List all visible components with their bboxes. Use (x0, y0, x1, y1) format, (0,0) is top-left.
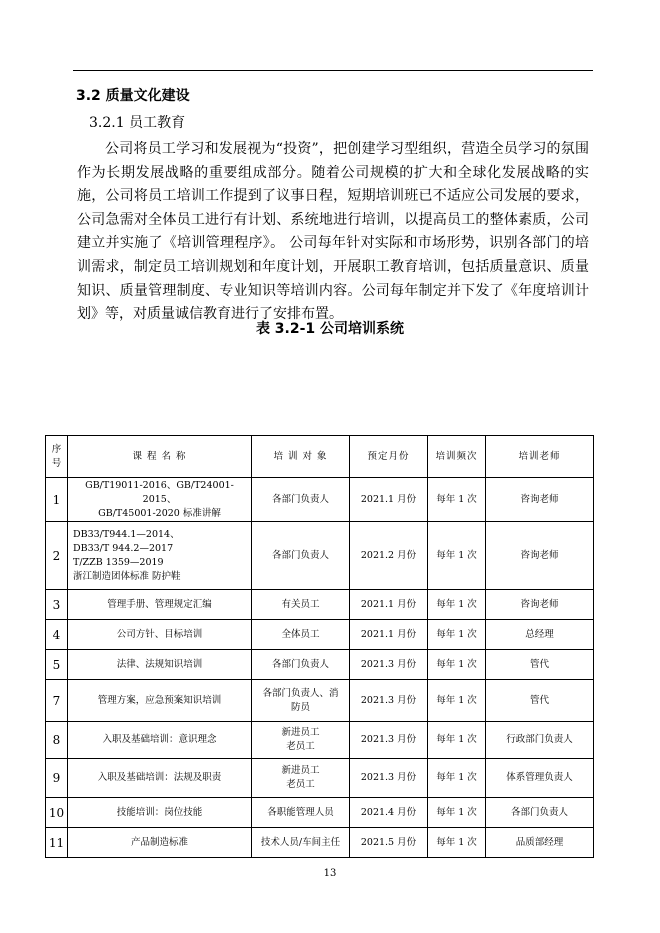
training-target-cell (252, 722, 350, 759)
course-name-cell (68, 798, 252, 828)
trainer: 各部门负责人 (486, 798, 594, 828)
training-target-line: 各职能管理人员 (267, 806, 334, 818)
row-number: 11 (46, 828, 68, 858)
course-name-cell (68, 759, 252, 798)
row-number: 10 (46, 798, 68, 828)
training-target-cell (252, 798, 350, 828)
training-frequency: 每年 1 次 (428, 759, 486, 798)
row-number: 2 (46, 522, 68, 590)
table-row (46, 650, 594, 680)
course-name-line: 浙江制造团体标准 防护鞋 (73, 570, 181, 582)
row-number: 1 (46, 478, 68, 522)
training-target-cell (252, 590, 350, 620)
trainer: 品质部经理 (486, 828, 594, 858)
header-no: 序号 (46, 436, 68, 478)
course-name-cell (68, 828, 252, 858)
table-row (46, 478, 594, 522)
training-frequency: 每年 1 次 (428, 680, 486, 722)
header-course: 课 程 名 称 (68, 436, 252, 478)
training-table (45, 435, 594, 858)
table-row (46, 759, 594, 798)
trainer: 管代 (486, 650, 594, 680)
trainer: 总经理 (486, 620, 594, 650)
training-target-cell (252, 522, 350, 590)
table-row (46, 828, 594, 858)
training-frequency: 每年 1 次 (428, 522, 486, 590)
header-frequency: 培训频次 (428, 436, 486, 478)
scheduled-month: 2021.1 月份 (350, 478, 428, 522)
trainer: 咨询老师 (486, 478, 594, 522)
course-name-line: DB33/T 944.2—2017 (73, 542, 174, 554)
row-number: 4 (46, 620, 68, 650)
training-target-cell (252, 650, 350, 680)
course-name-line: 技能培训：岗位技能 (116, 806, 203, 818)
course-name-cell (68, 522, 252, 590)
training-target-line: 老员工 (286, 741, 315, 752)
training-target-line: 各部门负责人 (271, 549, 329, 561)
course-name-line: GB/T45001-2020 标准讲解 (98, 507, 221, 519)
table-row (46, 620, 594, 650)
table-row (46, 522, 594, 590)
training-target-line: 老员工 (286, 779, 315, 790)
training-target-cell (252, 478, 350, 522)
header-rule (73, 70, 593, 71)
trainer: 咨询老师 (486, 590, 594, 620)
training-frequency: 每年 1 次 (428, 590, 486, 620)
training-target-line: 新进员工 (281, 727, 320, 738)
trainer: 体系管理负责人 (486, 759, 594, 798)
training-frequency: 每年 1 次 (428, 478, 486, 522)
row-number: 9 (46, 759, 68, 798)
section-heading: 3.2 质量文化建设 (76, 88, 190, 104)
course-name-line: 法律、法规知识培训 (116, 658, 203, 670)
course-name-line: GB/T19011-2016、GB/T24001-2015、 (85, 479, 234, 505)
course-name-cell (68, 590, 252, 620)
table-caption: 表 3.2-1 公司培训系统 (255, 321, 405, 337)
header-teacher: 培训老师 (486, 436, 594, 478)
table-row (46, 722, 594, 759)
page-number: 13 (323, 868, 337, 879)
scheduled-month: 2021.3 月份 (350, 650, 428, 680)
course-name-cell (68, 478, 252, 522)
body-paragraph: 公司将员工学习和发展视为“投资”，把创建学习型组织，营造全员学习的氛围作为长期发展战略的重要组成部分。随着公司规模的扩大和全球化发展战略的实施，公司将员工培训工作提到了议事日程，短期培训班已不适应公司发展的要求，公司急需对全体员工进行有计划、系统地进行培训，以提高员工的整体素质，公司建立并实施了《培训管理程序》。 公司每年针对实际和市场形势，识别各部门的培训需求，制定员工培训规划和年度计划，开展职工教育培训，包括质量意识、质量知识、质量管理制度、专业知识等培训内容。公司每年制定并下发了《年度培训计划》等，对质量诚信教育进行了安排布置。 (77, 141, 589, 323)
course-name-cell (68, 650, 252, 680)
trainer: 管代 (486, 680, 594, 722)
scheduled-month: 2021.1 月份 (350, 620, 428, 650)
course-name-cell (68, 722, 252, 759)
trainer: 咨询老师 (486, 522, 594, 590)
training-frequency: 每年 1 次 (428, 650, 486, 680)
table-row (46, 680, 594, 722)
scheduled-month: 2021.4 月份 (350, 798, 428, 828)
header-target: 培 训 对 象 (252, 436, 350, 478)
header-month: 预定月份 (350, 436, 428, 478)
scheduled-month: 2021.1 月份 (350, 590, 428, 620)
training-frequency: 每年 1 次 (428, 798, 486, 828)
scheduled-month: 2021.2 月份 (350, 522, 428, 590)
training-target-line: 各部门负责人、消 (262, 687, 339, 699)
course-name-line: 管理方案，应急预案知识培训 (97, 694, 222, 706)
course-name-cell (68, 680, 252, 722)
training-target-line: 技术人员/车间主任 (260, 836, 341, 848)
table-header-row (46, 436, 594, 478)
training-target-line: 各部门负责人 (271, 658, 329, 670)
training-target-cell (252, 680, 350, 722)
training-target-cell (252, 620, 350, 650)
row-number: 5 (46, 650, 68, 680)
table-body (46, 478, 594, 858)
training-target-line: 有关员工 (281, 598, 320, 610)
table-row (46, 798, 594, 828)
course-name-line: 入职及基础培训：意识理念 (102, 734, 217, 745)
course-name-line: 产品制造标准 (130, 836, 188, 848)
training-frequency: 每年 1 次 (428, 722, 486, 759)
course-name-line: 管理手册、管理规定汇编 (107, 598, 212, 610)
training-target-line: 各部门负责人 (271, 493, 329, 505)
course-name-line: T/ZZB 1359—2019 (73, 556, 164, 568)
course-name-line: 入职及基础培训：法规及职责 (97, 772, 222, 783)
scheduled-month: 2021.3 月份 (350, 680, 428, 722)
course-name-line: DB33/T944.1—2014、 (73, 528, 180, 540)
row-number: 8 (46, 722, 68, 759)
training-target-line: 全体员工 (281, 628, 320, 640)
table-row (46, 590, 594, 620)
training-target-line: 防员 (290, 701, 310, 713)
training-frequency: 每年 1 次 (428, 828, 486, 858)
scheduled-month: 2021.5 月份 (350, 828, 428, 858)
subsection-heading: 3.2.1 员工教育 (89, 115, 186, 131)
training-target-cell (252, 759, 350, 798)
training-target-line: 新进员工 (281, 765, 320, 776)
trainer: 行政部门负责人 (486, 722, 594, 759)
course-name-line: 公司方针、目标培训 (116, 628, 203, 640)
training-target-cell (252, 828, 350, 858)
row-number: 3 (46, 590, 68, 620)
training-frequency: 每年 1 次 (428, 620, 486, 650)
row-number: 7 (46, 680, 68, 722)
scheduled-month: 2021.3 月份 (350, 722, 428, 759)
course-name-cell (68, 620, 252, 650)
scheduled-month: 2021.3 月份 (350, 759, 428, 798)
